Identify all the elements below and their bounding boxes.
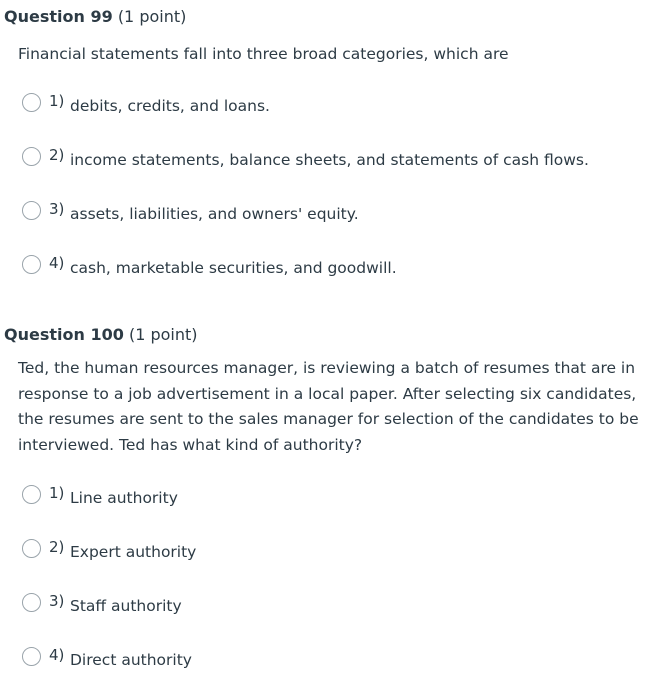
answer-number: 2) <box>49 146 65 164</box>
radio-button[interactable] <box>22 593 41 612</box>
question-points: (1 point) <box>117 7 187 26</box>
answer-number: 1) <box>49 92 65 110</box>
radio-button[interactable] <box>22 93 41 112</box>
answer-number: 1) <box>49 484 65 502</box>
question-header <box>4 324 198 346</box>
radio-button[interactable] <box>22 647 41 666</box>
answer-label: debits, credits, and loans. <box>70 97 270 115</box>
answer-label: cash, marketable securities, and goodwill. <box>70 259 397 277</box>
answer-number: 3) <box>49 592 65 610</box>
answer-label: Line authority <box>70 489 178 507</box>
answer-label: Expert authority <box>70 543 197 561</box>
question-text: Financial statements fall into three broad categories, which are <box>18 45 509 63</box>
radio-button[interactable] <box>22 485 41 504</box>
answer-number: 3) <box>49 200 65 218</box>
radio-button[interactable] <box>22 147 41 166</box>
answer-label: income statements, balance sheets, and statements of cash flows. <box>70 151 589 169</box>
radio-button[interactable] <box>22 201 41 220</box>
question-title: Question 99 <box>4 7 113 26</box>
question-text: Ted, the human resources manager, is reviewing a batch of resumes that are in response to a job advertisement in a local paper. After selecting six candidates, the resumes are sent to the sales manager for selection of the candidates to be interviewed. Ted has what kind of authority? <box>18 359 639 454</box>
question-header <box>4 6 186 28</box>
radio-button[interactable] <box>22 539 41 558</box>
answer-label: assets, liabilities, and owners' equity. <box>70 205 359 223</box>
answer-label: Staff authority <box>70 597 182 615</box>
answer-number: 4) <box>49 254 65 272</box>
radio-button[interactable] <box>22 255 41 274</box>
answer-number: 2) <box>49 538 65 556</box>
question-points: (1 point) <box>128 325 198 344</box>
answer-number: 4) <box>49 646 65 664</box>
question-title: Question 100 <box>4 325 124 344</box>
answer-label: Direct authority <box>70 651 192 669</box>
